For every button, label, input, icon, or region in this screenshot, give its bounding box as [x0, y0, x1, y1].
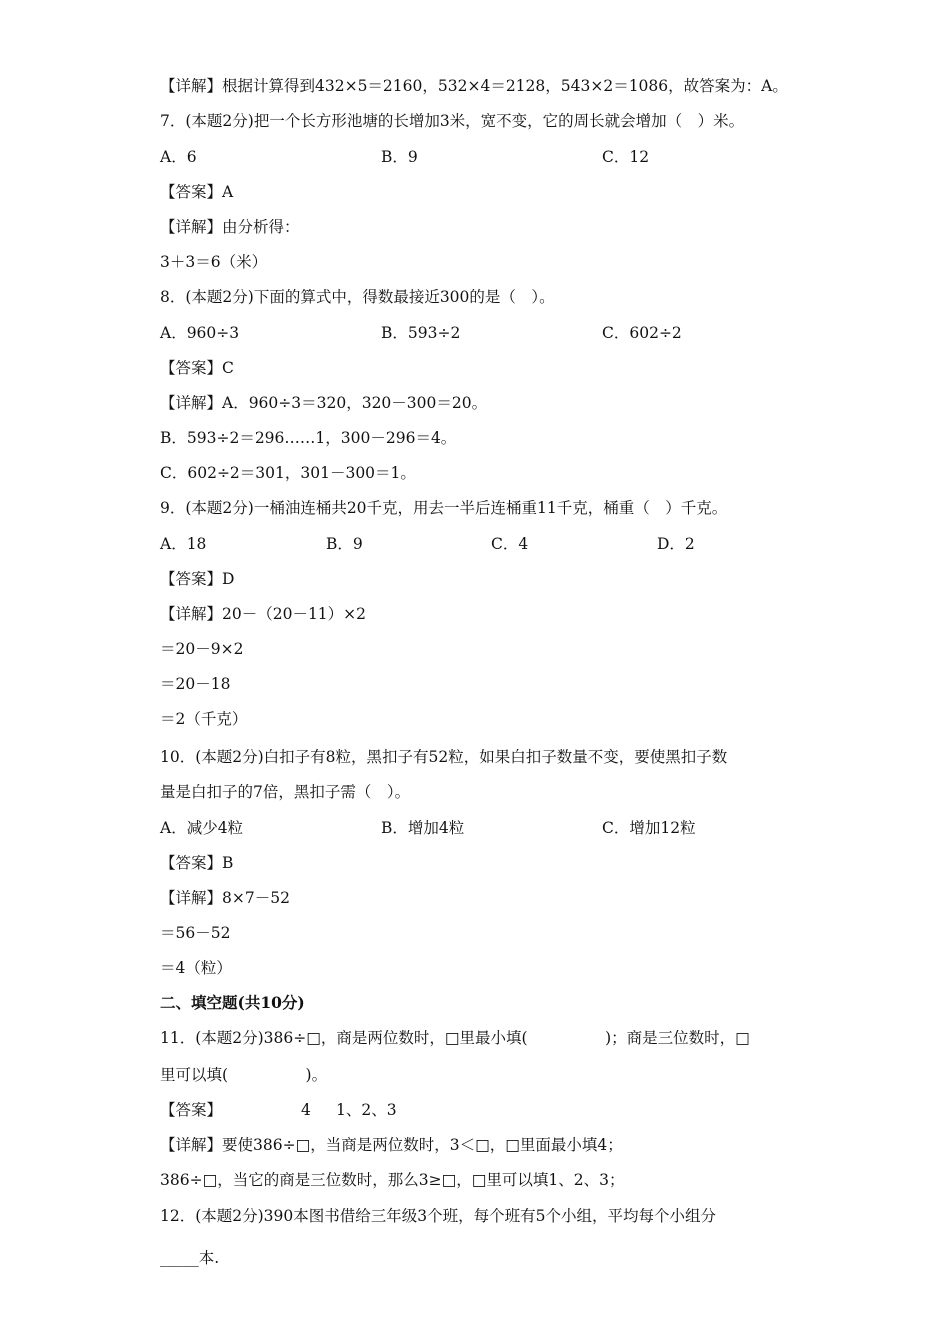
q7-option-b: B．9 — [381, 148, 418, 166]
q10-stem-2: 量是白扣子的7倍，黑扣子需（ ）。 — [160, 783, 411, 801]
q9-detail-2: ＝20－9×2 — [160, 640, 244, 658]
q9-answer: 【答案】D — [160, 570, 235, 588]
q8-option-a: A．960÷3 — [160, 324, 240, 342]
q8-detail-2: B．593÷2＝296……1，300－296＝4。 — [160, 429, 457, 447]
q11-answer-value-1: 4 — [301, 1101, 311, 1119]
q9-option-a: A．18 — [160, 535, 207, 553]
q10-detail-1: 【详解】8×7－52 — [160, 889, 290, 907]
q8-detail-3: C．602÷2＝301，301－300＝1。 — [160, 464, 416, 482]
q9-detail-1: 【详解】20－（20－11）×2 — [160, 605, 367, 623]
q10-option-c: C．增加12粒 — [602, 819, 696, 837]
q10-stem-1: 10．(本题2分)白扣子有8粒，黑扣子有52粒，如果白扣子数量不变，要使黑扣子数 — [160, 748, 728, 766]
q8-answer: 【答案】C — [160, 359, 234, 377]
q8-option-c: C．602÷2 — [602, 324, 682, 342]
q7-answer: 【答案】A — [160, 183, 234, 201]
q10-option-b: B．增加4粒 — [381, 819, 465, 837]
q11-stem-1: 11．(本题2分)386÷□，商是两位数时，□里最小填( )；商是三位数时，□ — [160, 1029, 750, 1047]
section-heading: 二、填空题(共10分) — [160, 993, 305, 1012]
q11-answer-value-2: 1、2、3 — [336, 1101, 397, 1119]
q7-option-c: C．12 — [602, 148, 650, 166]
q9-detail-3: ＝20－18 — [160, 675, 231, 693]
q8-detail-1: 【详解】A．960÷3＝320，320－300＝20。 — [160, 394, 488, 412]
q7-stem: 7．(本题2分)把一个长方形池塘的长增加3米，宽不变，它的周长就会增加（ ）米。 — [160, 112, 745, 130]
q7-detail-2: 3＋3＝6（米） — [160, 253, 268, 271]
q9-option-d: D．2 — [657, 535, 695, 553]
q9-detail-4: ＝2（千克） — [160, 710, 248, 728]
q12-stem-1: 12．(本题2分)390本图书借给三年级3个班，每个班有5个小组，平均每个小组分 — [160, 1207, 716, 1225]
q10-answer: 【答案】B — [160, 854, 234, 872]
q12-stem-2: _____本. — [160, 1249, 220, 1267]
q9-option-c: C．4 — [491, 535, 529, 553]
q8-option-b: B．593÷2 — [381, 324, 461, 342]
q10-detail-2: ＝56－52 — [160, 924, 231, 942]
q11-stem-2: 里可以填( )。 — [160, 1066, 328, 1084]
q11-answer-label: 【答案】 — [160, 1101, 223, 1119]
q10-detail-3: ＝4（粒） — [160, 959, 232, 977]
q11-detail-2: 386÷□，当它的商是三位数时，那么3≥□，□里可以填1、2、3； — [160, 1171, 625, 1189]
q10-option-a: A．减少4粒 — [160, 819, 244, 837]
q6-detail: 【详解】根据计算得到432×5＝2160，532×4＝2128，543×2＝1086，故答案为：A。 — [160, 77, 788, 95]
q9-option-b: B．9 — [326, 535, 363, 553]
q7-detail-1: 【详解】由分析得： — [160, 218, 300, 236]
q7-option-a: A．6 — [160, 148, 197, 166]
q11-detail-1: 【详解】要使386÷□，当商是两位数时，3＜□，□里面最小填4； — [160, 1136, 623, 1154]
q8-stem: 8．(本题2分)下面的算式中，得数最接近300的是（ ）。 — [160, 288, 555, 306]
q9-stem: 9．(本题2分)一桶油连桶共20千克，用去一半后连桶重11千克，桶重（ ）千克。 — [160, 499, 728, 517]
